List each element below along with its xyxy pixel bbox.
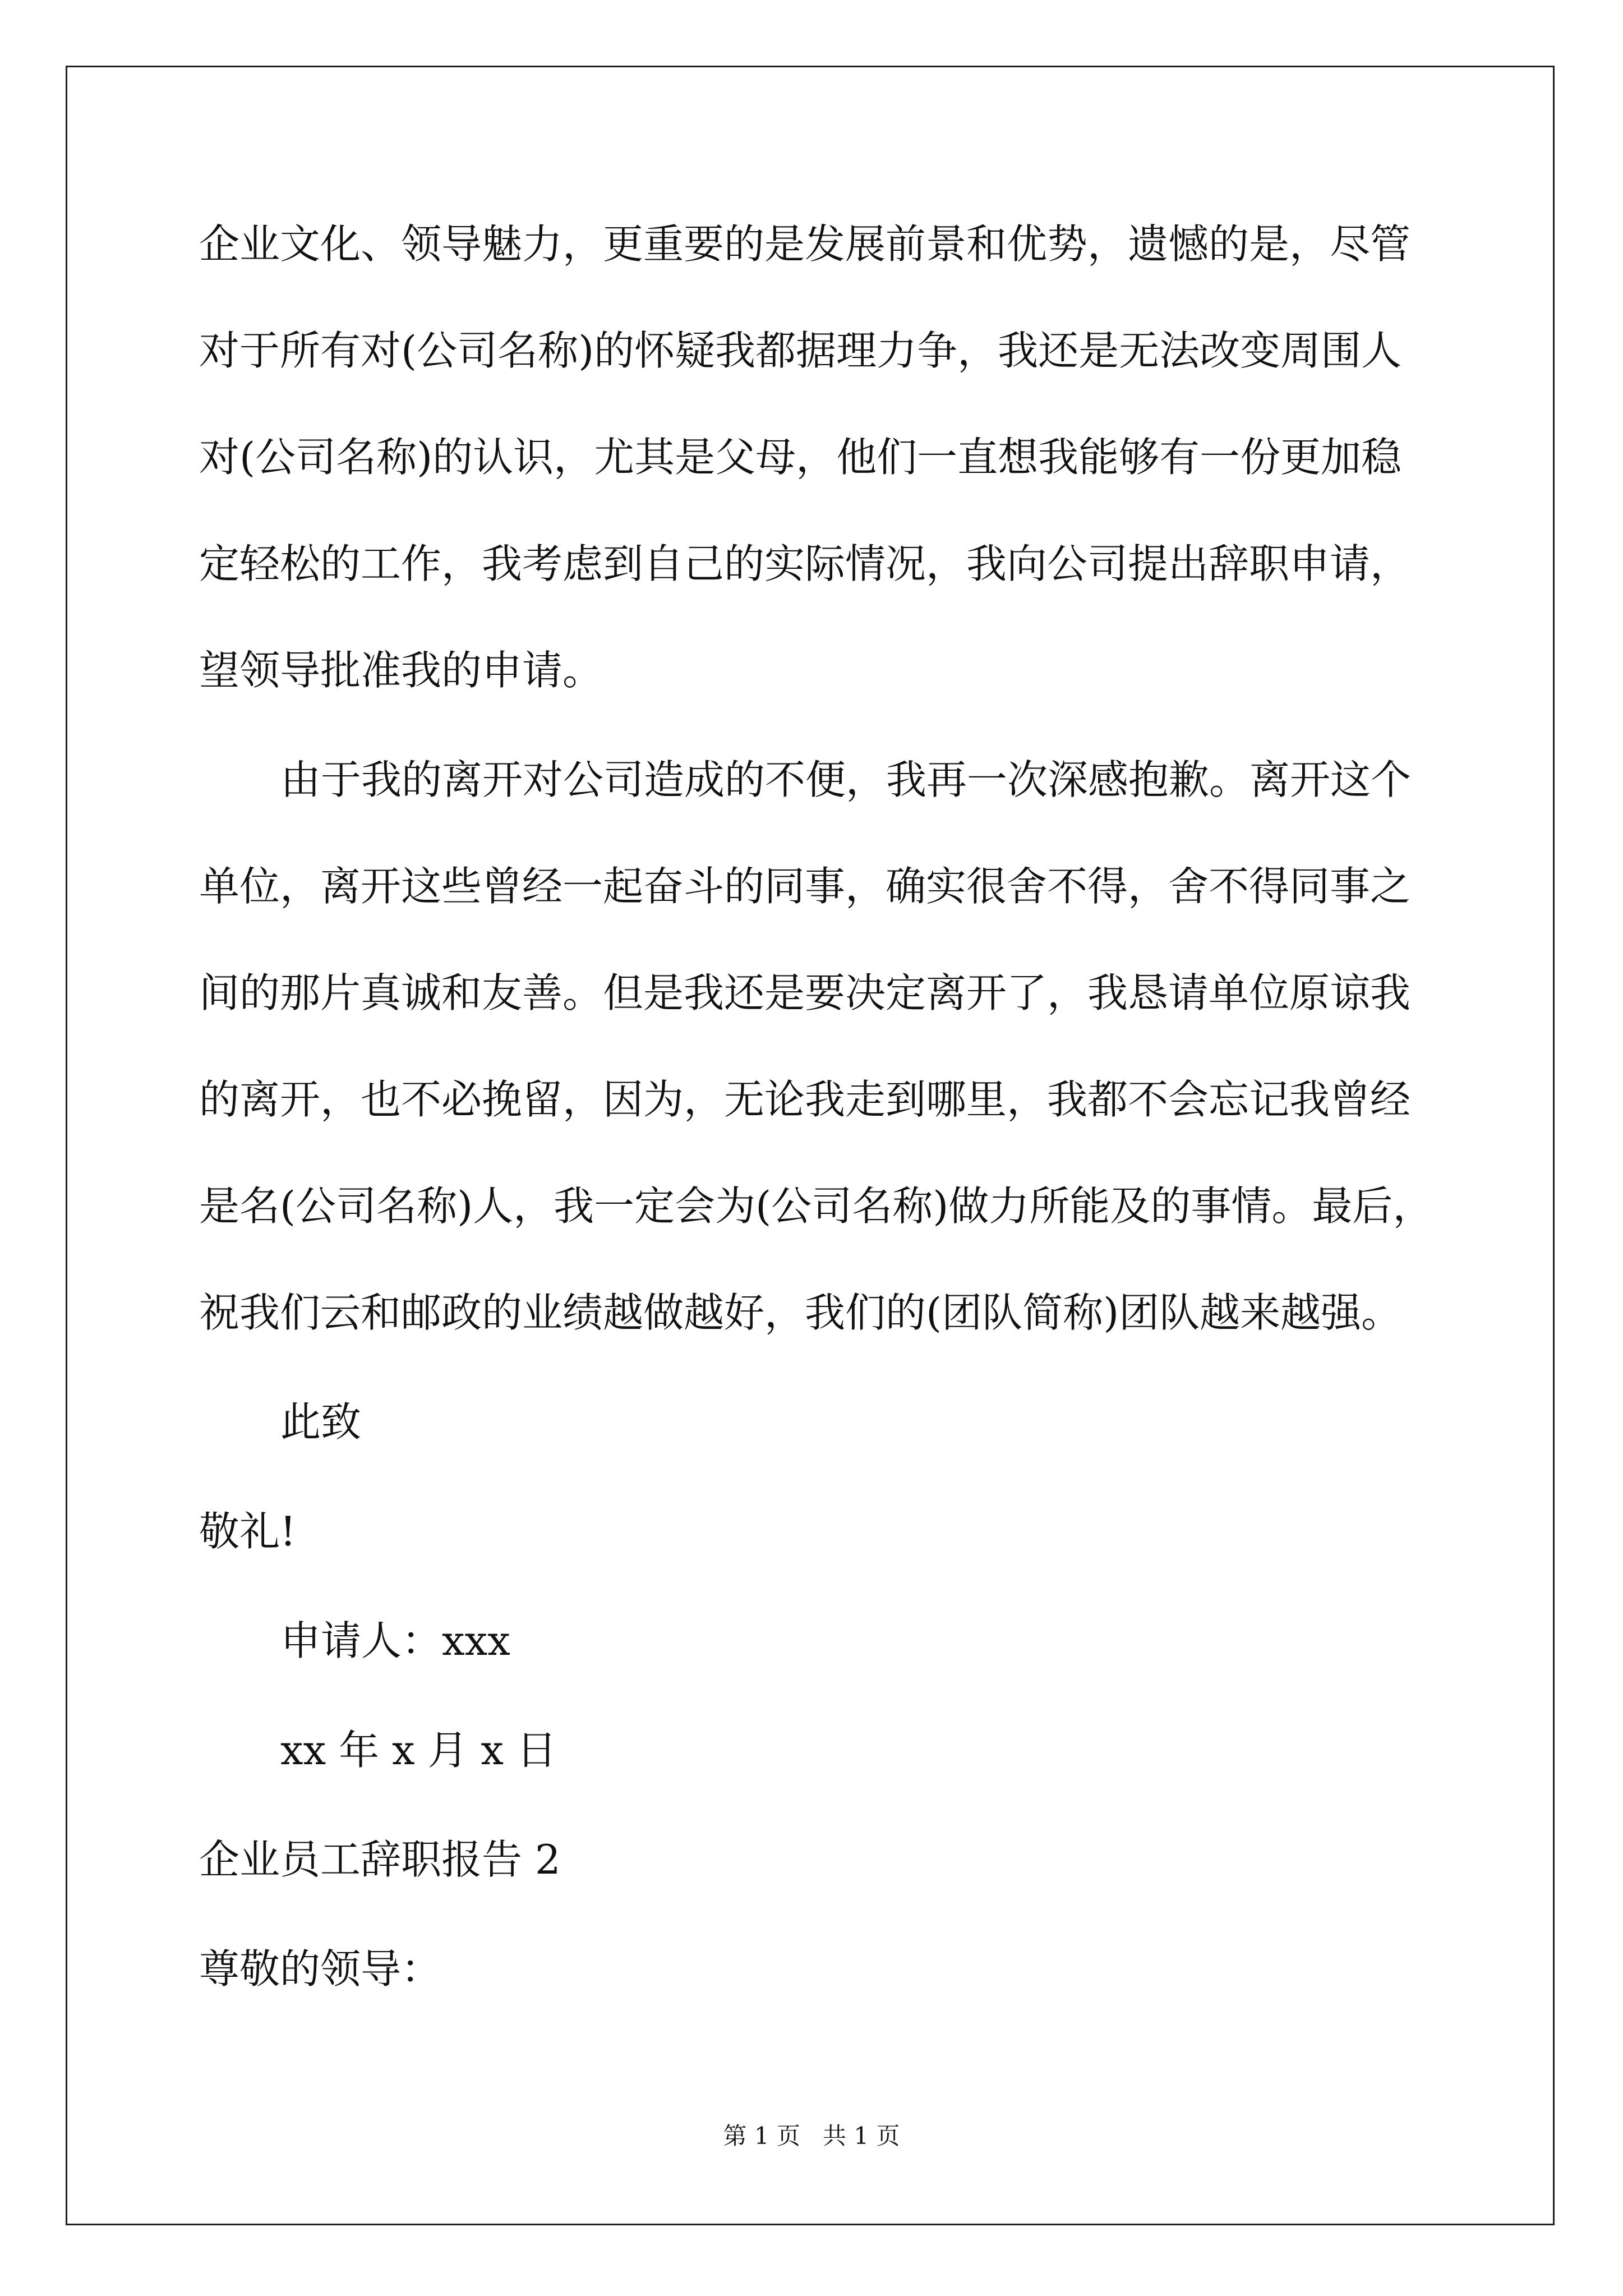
- closing-salutation: 此致: [280, 1398, 362, 1446]
- signature-date: xx 年 x 月 x 日: [280, 1727, 557, 1774]
- paragraph-line: 望领导批准我的申请。: [199, 647, 603, 694]
- paragraph-line: 祝我们云和邮政的业绩越做越好，我们的(团队简称)团队越来越强。: [199, 1289, 1402, 1336]
- paragraph-line: 由于我的离开对公司造成的不便，我再一次深感抱歉。离开这个: [280, 756, 1412, 803]
- letter-greeting: 尊敬的领导：: [199, 1945, 442, 1993]
- paragraph-line: 是名(公司名称)人，我一定会为(公司名称)做力所能及的事情。最后，: [199, 1182, 1433, 1230]
- page-frame: [66, 66, 1555, 2225]
- paragraph-line: 的离开，也不必挽留，因为，无论我走到哪里，我都不会忘记我曾经: [199, 1076, 1411, 1123]
- paragraph-line: 对(公司名称)的认识，尤其是父母，他们一直想我能够有一份更加稳: [199, 434, 1402, 481]
- closing-regards: 敬礼!: [199, 1508, 296, 1555]
- paragraph-line: 企业文化、领导魅力，更重要的是发展前景和优势，遗憾的是，尽管: [199, 220, 1411, 268]
- paragraph-line: 对于所有对(公司名称)的怀疑我都据理力争，我还是无法改变周围人: [199, 327, 1402, 374]
- applicant-name: 申请人：xxx: [280, 1617, 510, 1664]
- page-footer: 第 1 页 共 1 页: [723, 2122, 900, 2150]
- paragraph-line: 单位，离开这些曾经一起奋斗的同事，确实很舍不得，舍不得同事之: [199, 863, 1411, 910]
- paragraph-line: 定轻松的工作，我考虑到自己的实际情况，我向公司提出辞职申请，: [199, 540, 1411, 587]
- section-heading: 企业员工辞职报告 2: [199, 1836, 561, 1883]
- paragraph-line: 间的那片真诚和友善。但是我还是要决定离开了，我恳请单位原谅我: [199, 969, 1411, 1016]
